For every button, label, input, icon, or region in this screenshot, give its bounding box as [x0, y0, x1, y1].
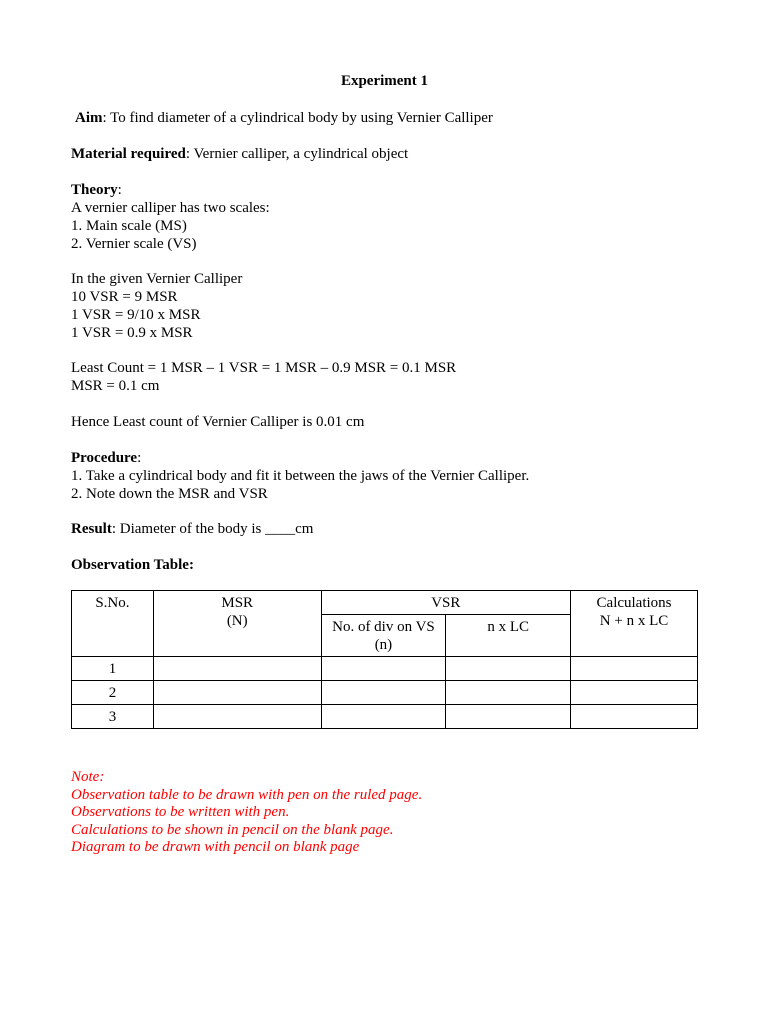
header-vsr — [321, 591, 571, 615]
row-number: 1 — [72, 657, 154, 681]
calc-cell — [571, 705, 698, 729]
procedure-heading — [71, 449, 141, 467]
msr-cell — [153, 705, 321, 729]
theory-label: Theory — [71, 182, 118, 198]
msr-cell — [153, 681, 321, 705]
aim-line — [75, 109, 493, 127]
table-row — [72, 681, 698, 705]
note-line: Observations to be written with pen. — [71, 804, 290, 820]
procedure-colon: : — [137, 450, 142, 466]
header-msr-text: MSR — [221, 595, 254, 611]
note-label: Note: — [71, 769, 105, 785]
note-block — [71, 769, 422, 857]
material-label: Material required — [71, 146, 186, 162]
div-cell — [321, 657, 446, 681]
header-nxlc-text: n x LC — [487, 619, 530, 635]
table-header-row — [72, 591, 698, 615]
given-line: 1 VSR = 0.9 x MSR — [71, 325, 193, 341]
aim-text: : To find diameter of a cylindrical body by using Vernier Calliper — [102, 110, 493, 126]
theory-colon: : — [117, 182, 122, 198]
msr-value-line: MSR = 0.1 cm — [71, 378, 160, 394]
least-count-line: Least Count = 1 MSR – 1 VSR = 1 MSR – 0.9 MSR = 0.1 MSR — [71, 360, 457, 376]
table-row — [72, 657, 698, 681]
given-line: 1 VSR = 9/10 x MSR — [71, 307, 201, 323]
theory-line: 2. Vernier scale (VS) — [71, 236, 197, 252]
header-sno-text: S.No. — [95, 595, 130, 611]
row-number: 2 — [72, 681, 154, 705]
material-line — [71, 145, 408, 163]
result-text: : Diameter of the body is ____cm — [111, 521, 314, 537]
observation-table-title: Observation Table: — [71, 557, 194, 573]
given-line: 10 VSR = 9 MSR — [71, 289, 178, 305]
theory-heading — [71, 181, 122, 199]
theory-line: A vernier calliper has two scales: — [71, 200, 270, 216]
header-msr — [153, 591, 321, 657]
header-msr-sub: (N) — [226, 613, 248, 629]
experiment-title: Experiment 1 — [340, 73, 429, 89]
header-vsr-text: VSR — [431, 595, 461, 611]
header-div-text: No. of div on VS — [332, 619, 435, 635]
msr-cell — [153, 657, 321, 681]
procedure-step: 2. Note down the MSR and VSR — [71, 486, 268, 502]
table-row — [72, 705, 698, 729]
header-calculations — [571, 591, 698, 657]
header-calc-text: Calculations — [596, 595, 672, 611]
calc-cell — [571, 657, 698, 681]
observation-table — [71, 590, 698, 729]
result-label: Result — [71, 521, 112, 537]
header-div-on-vs — [321, 615, 446, 657]
header-calc-sub: N + n x LC — [599, 613, 669, 629]
material-text: : Vernier calliper, a cylindrical object — [185, 146, 409, 162]
div-cell — [321, 681, 446, 705]
given-line: In the given Vernier Calliper — [71, 271, 243, 287]
row-number: 3 — [72, 705, 154, 729]
note-line: Observation table to be drawn with pen on the ruled page. — [71, 786, 423, 803]
aim-label: Aim — [75, 110, 103, 126]
div-cell — [321, 705, 446, 729]
theory-line: 1. Main scale (MS) — [71, 218, 187, 234]
procedure-label: Procedure — [71, 450, 138, 466]
note-line: Calculations to be shown in pencil on the blank page. — [71, 821, 394, 838]
header-div-sub: (n) — [374, 637, 393, 653]
procedure-step: 1. Take a cylindrical body and fit it between the jaws of the Vernier Calliper. — [71, 468, 530, 484]
result-line — [71, 520, 313, 538]
calc-cell — [571, 681, 698, 705]
nxlc-cell — [446, 657, 571, 681]
hence-line: Hence Least count of Vernier Calliper is 0.01 cm — [71, 414, 365, 430]
header-sno — [72, 591, 154, 657]
nxlc-cell — [446, 681, 571, 705]
header-n-x-lc — [446, 615, 571, 657]
note-line: Diagram to be drawn with pencil on blank page — [71, 839, 360, 855]
nxlc-cell — [446, 705, 571, 729]
